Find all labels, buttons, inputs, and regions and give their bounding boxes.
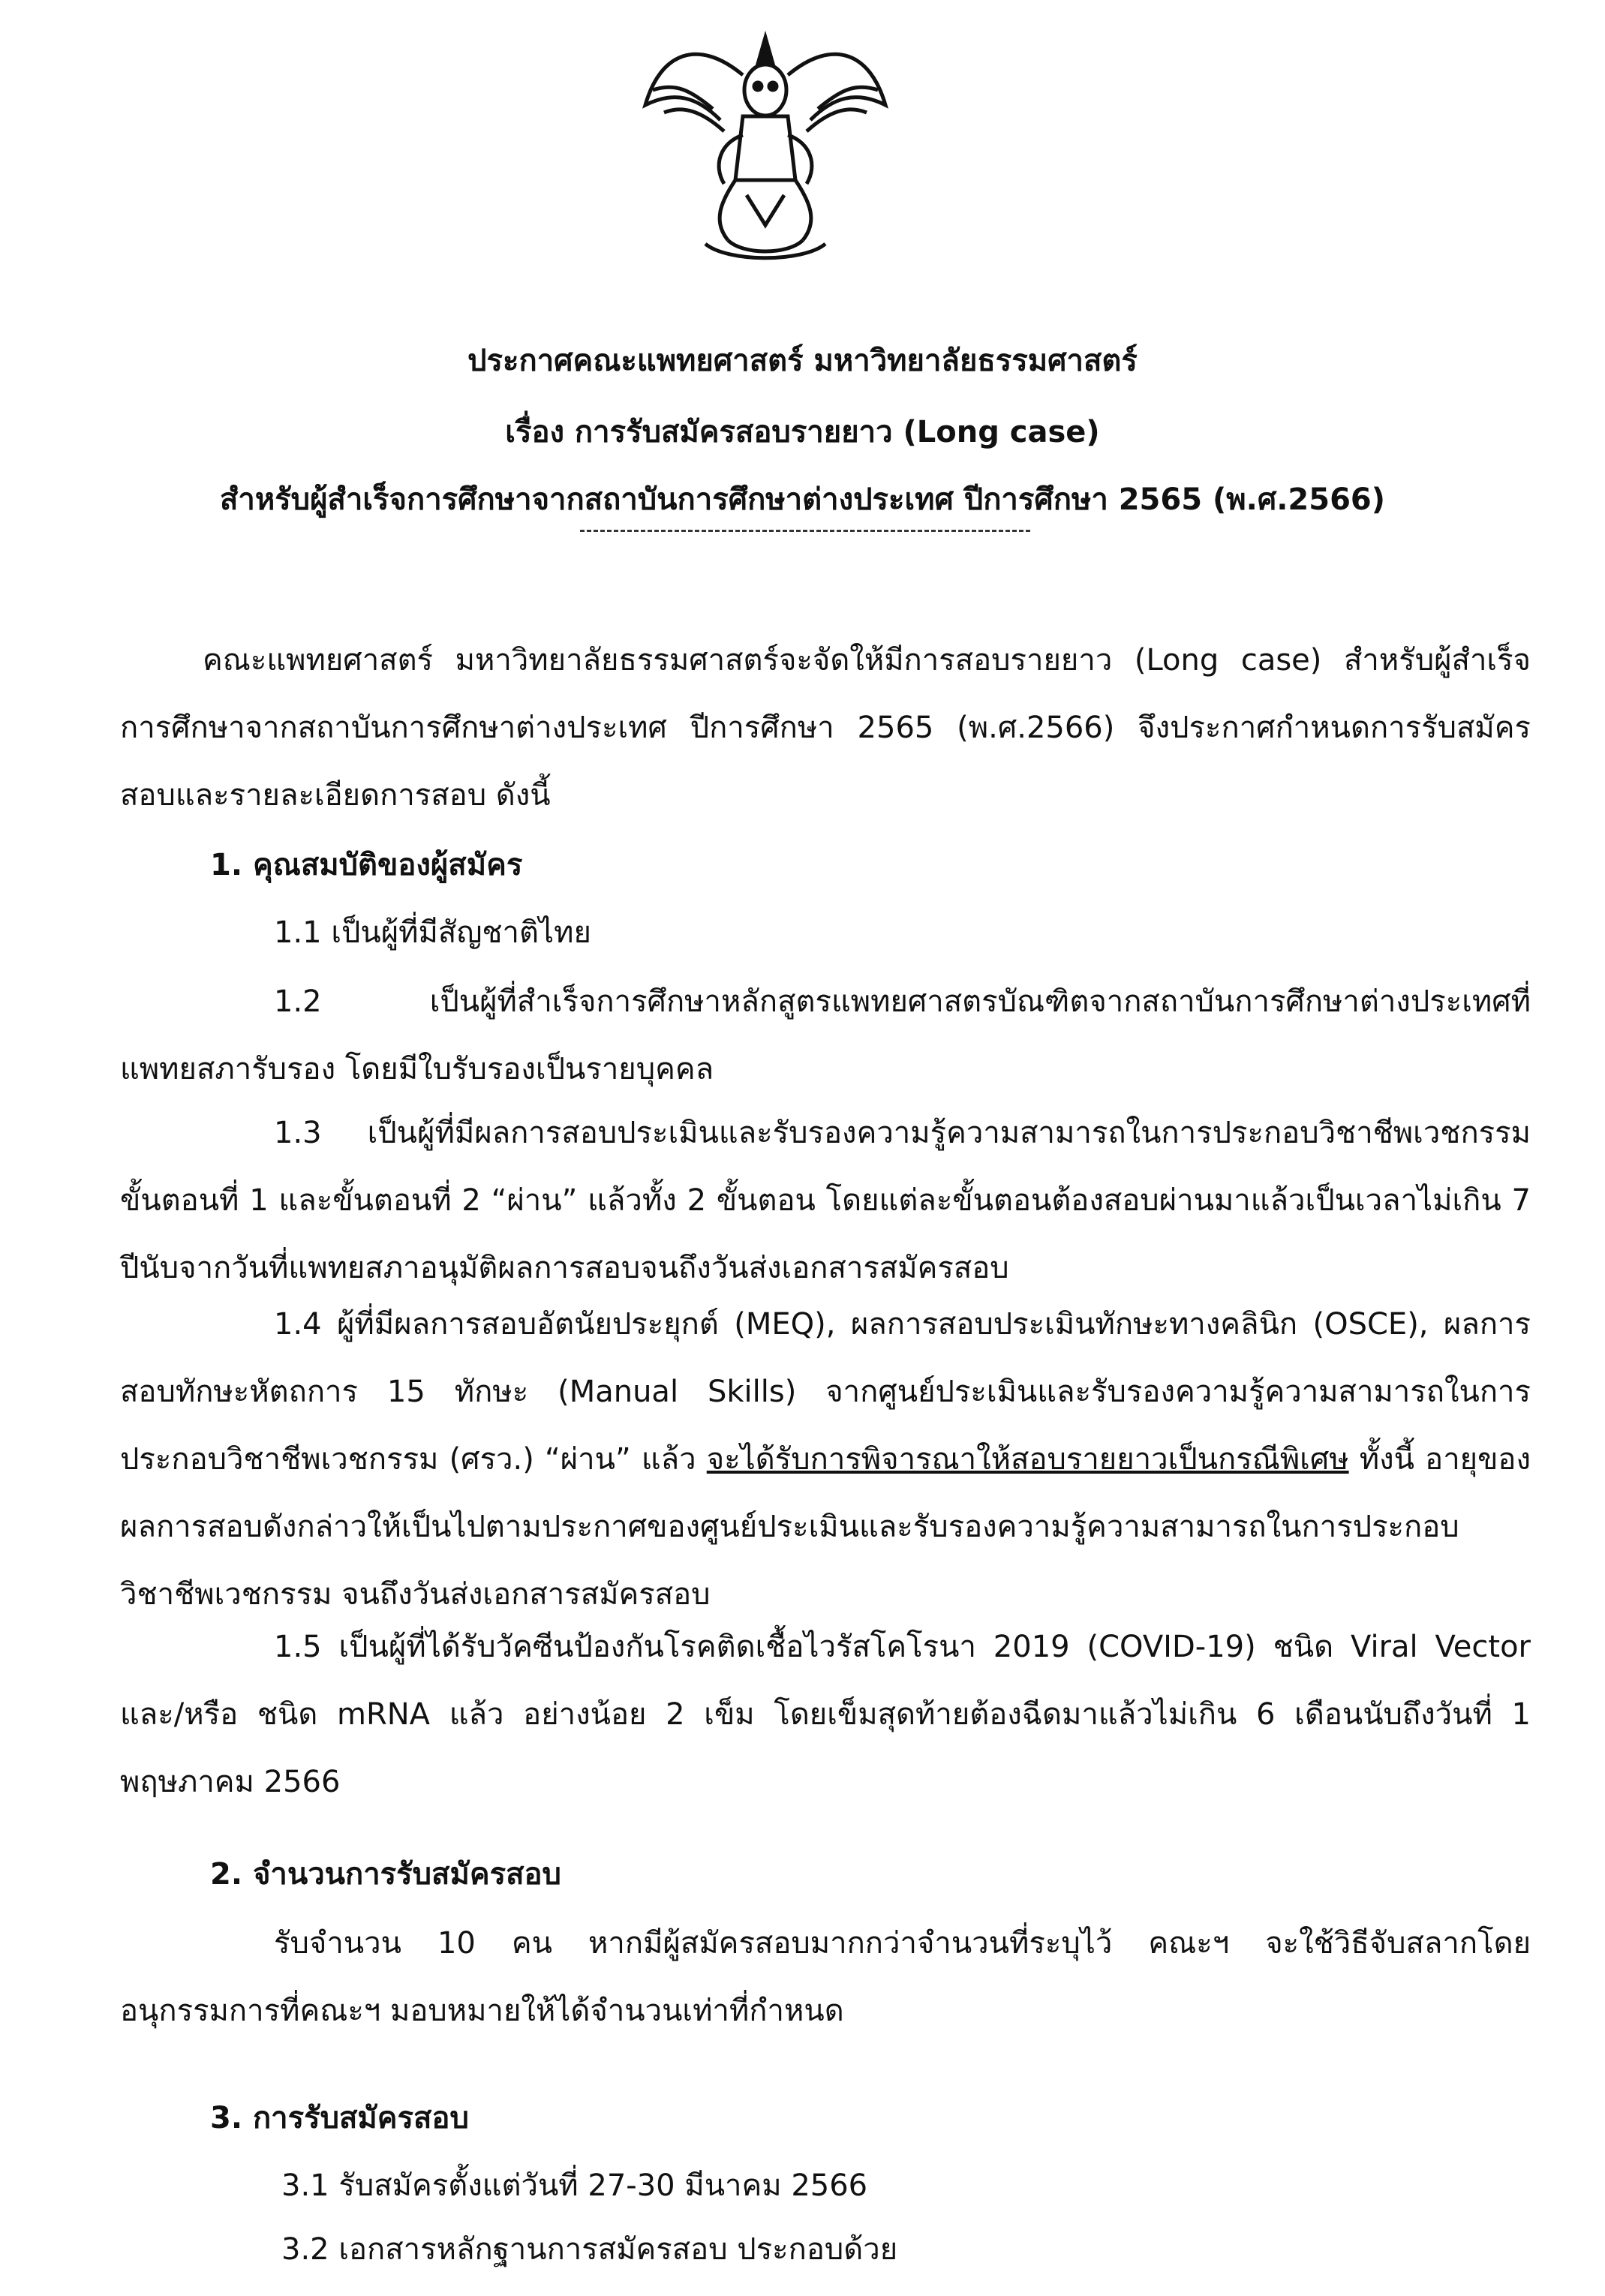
announcement-subject: เรื่อง การรับสมัครสอบรายยาว (Long case): [505, 415, 1100, 449]
section-2-heading: 2. จำนวนการรับสมัครสอบ: [210, 1857, 561, 1892]
item-3-1: 3.1 รับสมัครตั้งแต่วันที่ 27-30 มีนาคม 2566: [281, 2168, 868, 2203]
item-1-3: 1.3 เป็นผู้ที่มีผลการสอบประเมินและรับรองความรู้ความสามารถในการประกอบวิชาชีพเวชกรรมขั้นตอนที่ 1 และขั้นตอนที่ 2 “ผ่าน” แล้วทั้ง 2 ขั้นตอน โดยแต่ละขั้นตอนต้องสอบผ่านมาแล้วเป็นเวลาไม่เกิน 7 ปีนับจากวันที่แพทยสภาอนุมัติผลการสอบจนถึงวันส่งเอกสารสมัครสอบ: [120, 1116, 1531, 1285]
garuda-emblem-icon: [630, 23, 900, 270]
item-1-2: 1.2 เป็นผู้ที่สำเร็จการศึกษาหลักสูตรแพทยศาสตรบัณฑิตจากสถาบันการศึกษาต่างประเทศที่แพทยสภารับรอง โดยมีใบรับรองเป็นรายบุคคล: [120, 984, 1531, 1086]
section-1-heading: 1. คุณสมบัติของผู้สมัคร: [210, 848, 523, 882]
title-divider: [580, 530, 1030, 532]
section-2-body: รับจำนวน 10 คน หากมีผู้สมัครสอบมากกว่าจำนวนที่ระบุไว้ คณะฯ จะใช้วิธีจับสลากโดยอนุกรรมการที่คณะฯ มอบหมายให้ได้จำนวนเท่าที่กำหนด: [120, 1926, 1531, 2028]
item-1-4: [120, 1291, 1531, 1628]
garuda-emblem: [630, 23, 900, 270]
item-1-4-text-c: ทั้งนี้ อายุของผลการสอบดังกล่าวให้เป็นไปตามประกาศของศูนย์ประเมินและรับรองความรู้ความสามารถในการประกอบวิชาชีพเวชกรรม จนถึงวันส่งเอกสารสมัครสอบ: [120, 1442, 1531, 1612]
item-1-4-underlined: จะได้รับการพิจารณาให้สอบรายยาวเป็นกรณีพิเศษ: [706, 1442, 1349, 1477]
announcement-audience: สำหรับผู้สำเร็จการศึกษาจากสถาบันการศึกษาต่างประเทศ ปีการศึกษา 2565 (พ.ศ.2566): [219, 482, 1386, 517]
item-3-2: 3.2 เอกสารหลักฐานการสมัครสอบ ประกอบด้วย: [281, 2232, 898, 2267]
item-1-5: 1.5 เป็นผู้ที่ได้รับวัคซีนป้องกันโรคติดเชื้อไวรัสโคโรนา 2019 (COVID-19) ชนิด Viral Vector และ/หรือ ชนิด mRNA แล้ว อย่างน้อย 2 เข็ม โดยเข็มสุดท้ายต้องฉีดมาแล้วไม่เกิน 6 เดือนนับถึงวันที่ 1 พฤษภาคม 2566: [120, 1630, 1531, 1799]
item-1-4-text-a: 1.4 ผู้ที่มีผลการสอบอัตนัยประยุกต์ (MEQ), ผลการสอบประเมินทักษะทางคลินิก (OSCE), ผลการสอบทักษะหัตถการ 15 ทักษะ (Manual Skills) จากศูนย์ประเมินและรับรองความรู้ความสามารถในการประกอบวิชาชีพเวชกรรม (ศรว.) “ผ่าน” แล้ว: [120, 1307, 1531, 1477]
intro-paragraph: คณะแพทยศาสตร์ มหาวิทยาลัยธรรมศาสตร์จะจัดให้มีการสอบรายยาว (Long case) สำหรับผู้สำเร็จการศึกษาจากสถาบันการศึกษาต่างประเทศ ปีการศึกษา 2565 (พ.ศ.2566) จึงประกาศกำหนดการรับสมัครสอบและรายละเอียดการสอบ ดังนี้: [120, 643, 1531, 813]
section-3-heading: 3. การรับสมัครสอบ: [210, 2101, 469, 2135]
item-1-1: 1.1 เป็นผู้ที่มีสัญชาติไทย: [274, 915, 591, 950]
announcement-title: ประกาศคณะแพทยศาสตร์ มหาวิทยาลัยธรรมศาสตร์: [467, 344, 1138, 378]
